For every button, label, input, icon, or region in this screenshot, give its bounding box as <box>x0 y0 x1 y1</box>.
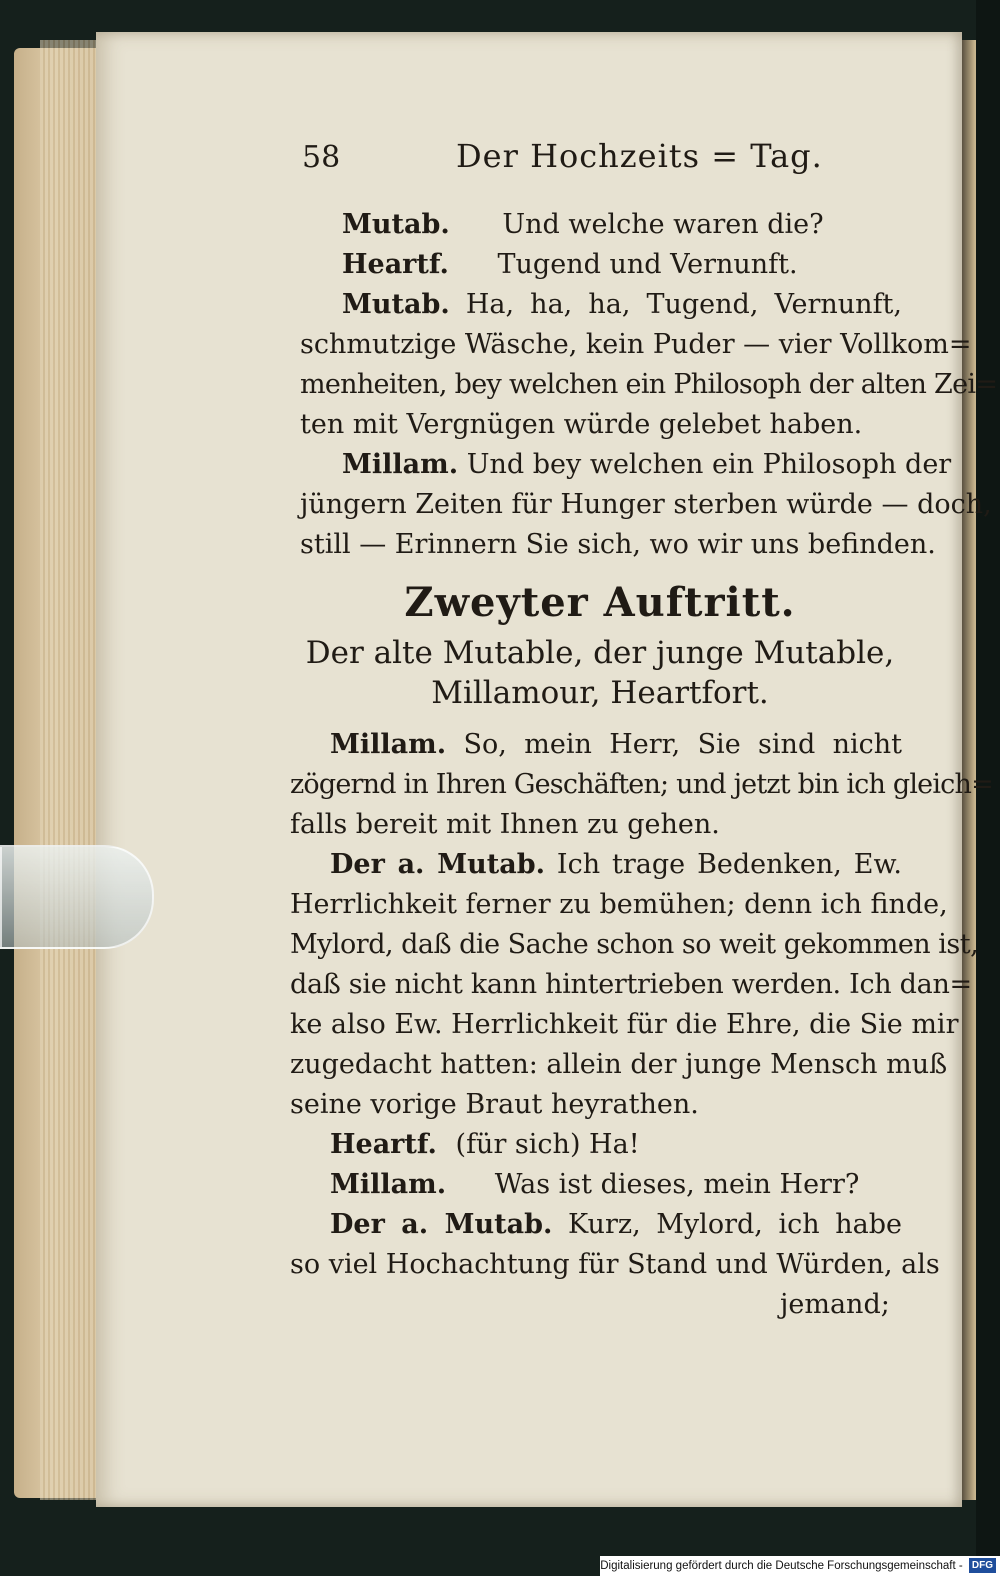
speaker-name: Mutab. <box>342 209 450 240</box>
line-text: Ich trage Bedenken, Ew. <box>556 849 902 880</box>
line-text: ten mit Vergnügen würde gelebet haben. <box>300 409 863 440</box>
catchword: jemand; <box>780 1289 890 1320</box>
footer-text: Digitalisierung gefördert durch die Deutsche Forschungsgemeinschaft - <box>600 1560 963 1572</box>
line-text: zögernd in Ihren Geschäften; und jetzt bin ich gleich= <box>290 769 993 800</box>
cast-list: Millamour, Heartfort. <box>431 675 769 711</box>
speaker-name: Der a. Mutab. <box>330 849 545 880</box>
line-text: Kurz, Mylord, ich habe <box>567 1209 902 1240</box>
line-text: ke also Ew. Herrlichkeit für die Ehre, die Sie mir <box>290 1009 959 1040</box>
speaker-name: Millam. <box>330 729 447 760</box>
line-text: menheiten, bey welchen ein Philosoph der alten Zei= <box>300 369 998 400</box>
running-title: Der Hochzeits = Tag. <box>456 137 823 175</box>
line-text: Mylord, daß die Sache schon so weit gekommen ist, <box>290 929 979 960</box>
line-text: Tugend und Vernunft. <box>497 249 798 280</box>
speaker-name: Heartf. <box>330 1129 437 1160</box>
line-text: jüngern Zeiten für Hunger sterben würde — doch, <box>300 489 992 520</box>
speaker-name: Millam. <box>342 449 459 480</box>
line-text: Und bey welchen ein Philosoph der <box>466 449 952 480</box>
footer-credit <box>600 1556 1000 1576</box>
dialogue-line <box>342 288 902 322</box>
line-text: Herrlichkeit ferner zu bemühen; denn ich finde, <box>290 889 948 920</box>
dialogue-line <box>342 248 798 282</box>
line-text: schmutzige Wäsche, kein Puder — vier Vollkom= <box>300 329 972 360</box>
line-text: Und welche waren die? <box>502 209 824 240</box>
cast-list: Der alte Mutable, der junge Mutable, <box>305 635 895 671</box>
line-text: seine vorige Braut heyrathen. <box>290 1089 699 1120</box>
line-text: falls bereit mit Ihnen zu gehen. <box>290 809 720 840</box>
line-text: still — Erinnern Sie sich, wo wir uns befinden. <box>300 529 936 560</box>
page-number: 58 <box>302 140 341 175</box>
dialogue-line <box>342 208 824 242</box>
speaker-name: Heartf. <box>342 249 449 280</box>
line-text: daß sie nicht kann hintertrieben werden. Ich dan= <box>290 969 972 1000</box>
speaker-name: Der a. Mutab. <box>330 1209 553 1240</box>
speaker-name: Mutab. <box>342 289 450 320</box>
line-text: Was ist dieses, mein Herr? <box>494 1169 860 1200</box>
dialogue-line <box>330 848 902 882</box>
dialogue-line <box>330 1208 902 1242</box>
dialogue-line <box>330 728 902 762</box>
line-text: Ha, ha, ha, Tugend, Vernunft, <box>465 289 902 320</box>
line-text: zugedacht hatten: allein der junge Mensch muß <box>290 1049 948 1080</box>
line-text: (für sich) Ha! <box>455 1129 640 1160</box>
dfg-logo: DFG <box>969 1558 996 1573</box>
scene-heading: Zweyter Auftritt. <box>404 579 796 626</box>
line-text: So, mein Herr, Sie sind nicht <box>463 729 902 760</box>
dialogue-line <box>330 1128 640 1162</box>
speaker-name: Millam. <box>330 1169 447 1200</box>
line-text: so viel Hochachtung für Stand und Würden, als <box>290 1249 940 1280</box>
dialogue-line <box>342 448 952 482</box>
dialogue-line <box>330 1168 859 1202</box>
